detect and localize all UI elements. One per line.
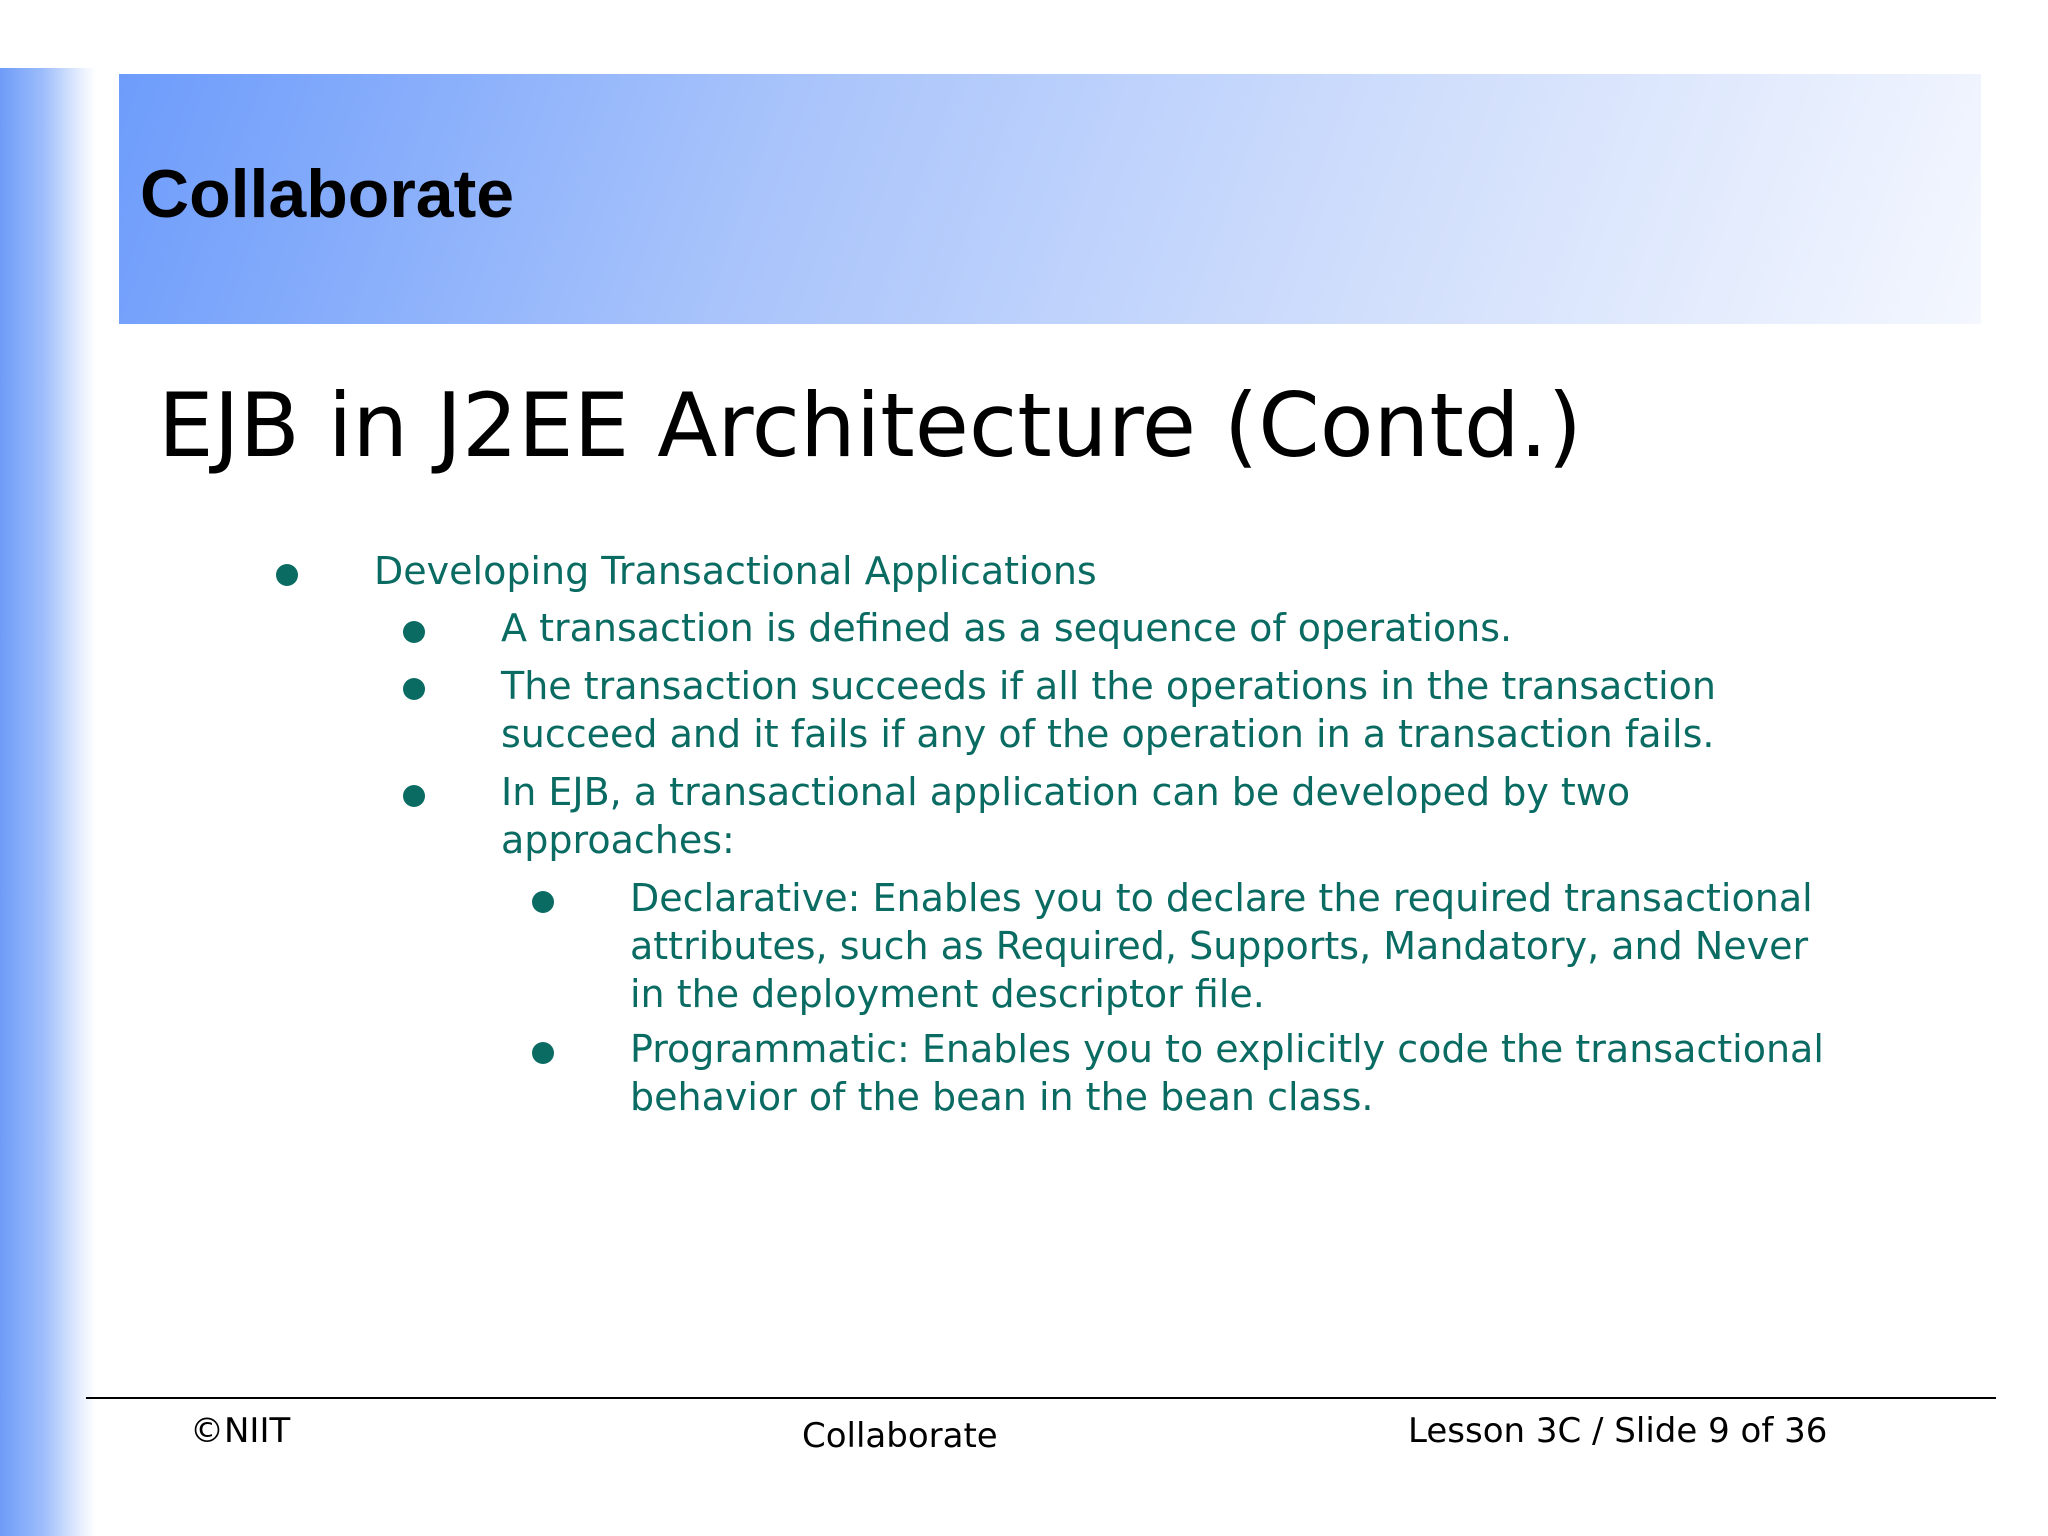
bullet-marker: [276, 564, 298, 586]
bullet-text-line: The transaction succeeds if all the operations in the transaction: [501, 664, 1716, 708]
bullet-level2: [501, 662, 1716, 758]
bullet-text-line: attributes, such as Required, Supports, Mandatory, and Never: [630, 924, 1809, 968]
bullet-marker: [532, 891, 554, 913]
bullet-level2: [501, 768, 1630, 864]
bullet-marker: [403, 621, 425, 643]
bullet-text-line: behavior of the bean in the bean class.: [630, 1075, 1374, 1119]
footer-center-label: Collaborate: [802, 1416, 998, 1456]
footer-divider: [86, 1397, 1996, 1399]
bullet-marker: [532, 1042, 554, 1064]
bullet-level3: [630, 1025, 1824, 1121]
bullet-level1: [374, 547, 1097, 595]
bullet-level2: [501, 604, 1512, 652]
bullet-level3: [630, 874, 1813, 1018]
bullet-marker: [403, 678, 425, 700]
footer-copyright: ©NIIT: [190, 1411, 291, 1451]
footer-slide-info: Lesson 3C / Slide 9 of 36: [1408, 1411, 1828, 1451]
bullet-text-line: in the deployment descriptor file.: [630, 972, 1265, 1016]
left-accent-bar: [0, 68, 96, 1536]
header-title: Collaborate: [140, 156, 515, 232]
bullet-text-line: In EJB, a transactional application can be developed by two: [501, 770, 1631, 814]
bullet-marker: [403, 785, 425, 807]
bullet-text-line: Programmatic: Enables you to explicitly code the transactional: [630, 1027, 1824, 1071]
bullet-text-line: approaches:: [501, 818, 735, 862]
bullet-text-line: Declarative: Enables you to declare the required transactional: [630, 876, 1813, 920]
bullet-text: A transaction is defined as a sequence of operations.: [501, 606, 1513, 650]
bullet-text: Developing Transactional Applications: [374, 549, 1097, 593]
bullet-text-line: succeed and it fails if any of the operation in a transaction fails.: [501, 712, 1715, 756]
slide-title: EJB in J2EE Architecture (Contd.): [158, 374, 1582, 477]
